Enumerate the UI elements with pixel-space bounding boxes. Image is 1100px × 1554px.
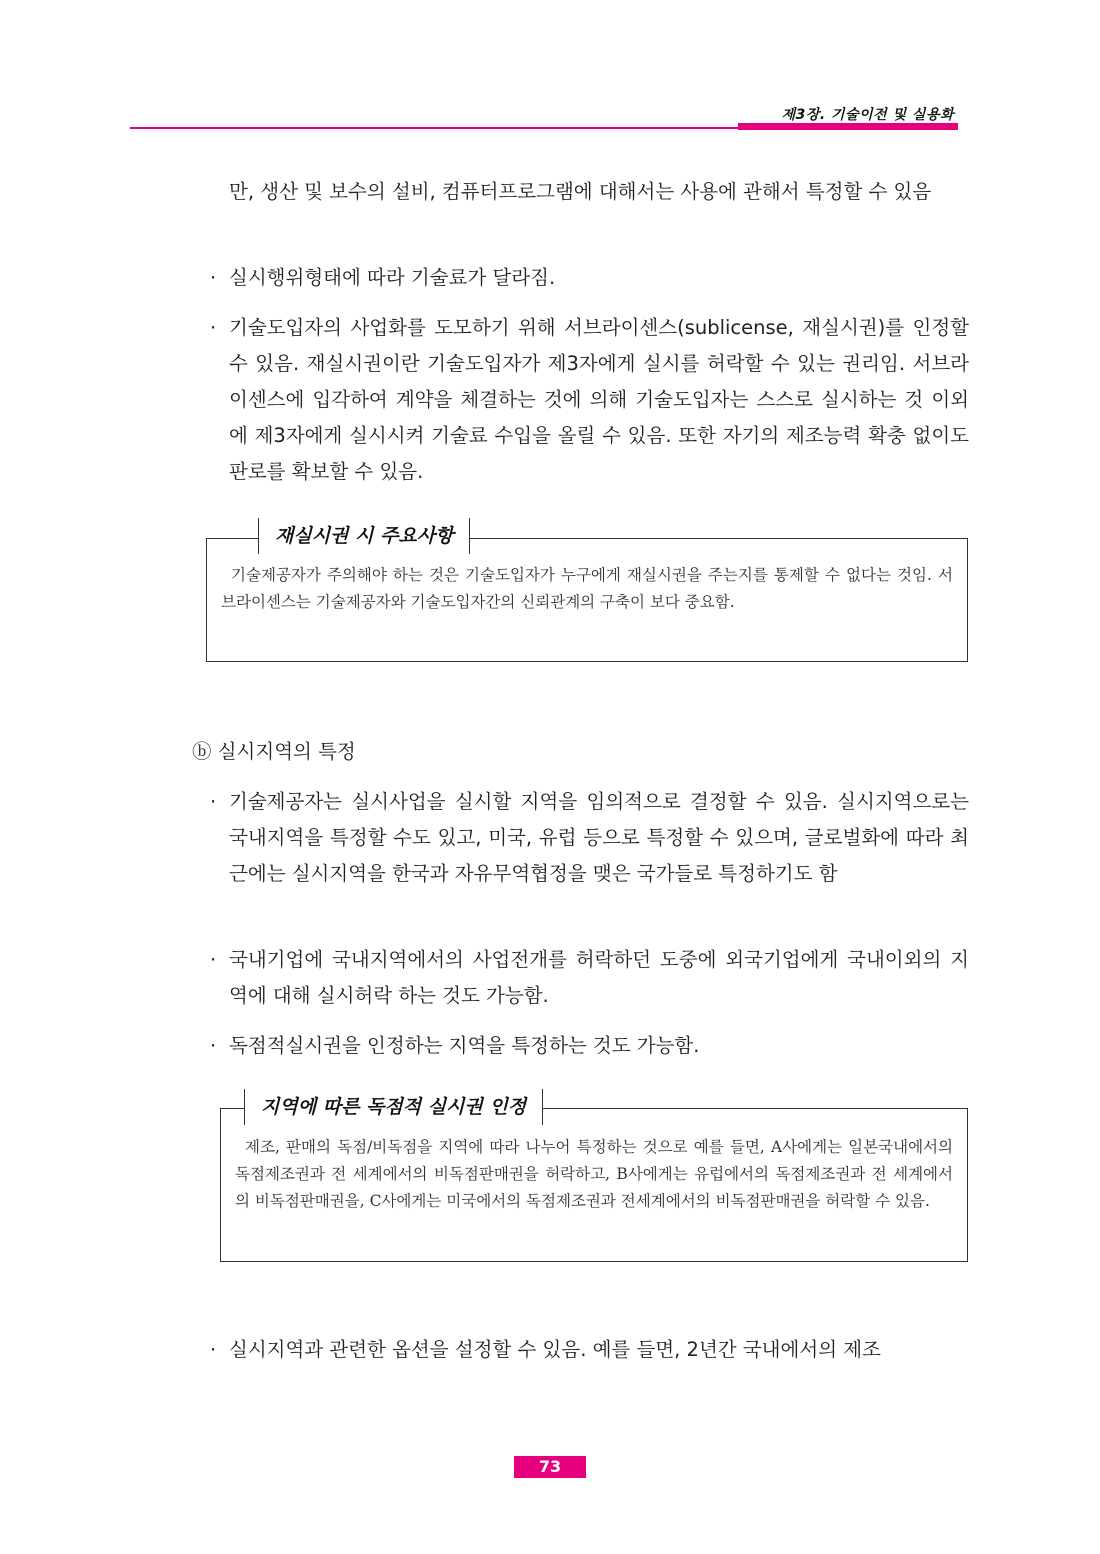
bullet-dot: · (210, 948, 217, 971)
bullet-item: 기술도입자의 사업화를 도모하기 위해 서브라이센스(sublicense, 재실시권)를 인정할 수 있음. 재실시권이란 기술도입자가 제3자에게 실시를 허락할 수 있는 권리임. 서브라이센스에 입각하여 계약을 체결하는 것에 의해 기술도입자는 스스로 실시하는 것 이외에 제3자에게 실시시켜 기술료 수입을 올릴 수 있음. 또한 자기의 제조능력 확충 없이도 판로를 확보할 수 있음. (229, 316, 969, 483)
bullet-dot: · (210, 1034, 217, 1057)
note-box-body: 제조, 판매의 독점/비독점을 지역에 따라 나누어 특정하는 것으로 예를 들면, A사에게는 일본국내에서의 독점제조권과 전 세계에서의 비독점판매권을 허락하고, B사에게는 유럽에서의 독점제조권과 전 세계에서의 비독점판매권을, C사에게는 미국에서의 독점제조권과 전세계에서의 비독점판매권을 허락할 수 있음. (235, 1138, 953, 1210)
bullet-item: 기술제공자는 실시사업을 실시할 지역을 임의적으로 결정할 수 있음. 실시지역으로는 국내지역을 특정할 수도 있고, 미국, 유럽 등으로 특정할 수 있으며, 글로벌화에 따라 최근에는 실시지역을 한국과 자유무역협정을 맺은 국가들로 특정하기도 함 (229, 790, 969, 885)
note-box-title: 지역에 따른 독점적 실시권 인정 (244, 1089, 543, 1125)
paragraph-continued: 만, 생산 및 보수의 설비, 컴퓨터프로그램에 대해서는 사용에 관해서 특정할 수 있음 (229, 180, 932, 203)
bullet-dot: · (210, 266, 217, 289)
chapter-title: 제3장. 기술이전 및 실용화 (781, 107, 954, 123)
note-box (206, 538, 968, 662)
bullet-item: 실시행위형태에 따라 기술료가 달라짐. (229, 266, 556, 289)
bullet-dot: · (210, 1338, 217, 1361)
bullet-dot: · (210, 790, 217, 813)
note-box (220, 1108, 968, 1262)
note-box-title: 재실시권 시 주요사항 (258, 518, 470, 554)
bullet-item: 국내기업에 국내지역에서의 사업전개를 허락하던 도중에 외국기업에게 국내이외의 지역에 대해 실시허락 하는 것도 가능함. (229, 948, 969, 1007)
page-number: 73 (514, 1456, 586, 1478)
bullet-item: 독점적실시권을 인정하는 지역을 특정하는 것도 가능함. (229, 1034, 700, 1057)
header-rule-accent (738, 123, 958, 130)
bullet-item: 실시지역과 관련한 옵션을 설정할 수 있음. 예를 들면, 2년간 국내에서의 제조 (229, 1338, 881, 1361)
note-box-body: 기술제공자가 주의해야 하는 것은 기술도입자가 누구에게 재실시권을 주는지를 통제할 수 없다는 것임. 서브라이센스는 기술제공자와 기술도입자간의 신뢰관계의 구축이 보다 중요함. (221, 566, 953, 611)
section-heading: ⓑ 실시지역의 특정 (192, 740, 356, 763)
bullet-dot: · (210, 316, 217, 339)
